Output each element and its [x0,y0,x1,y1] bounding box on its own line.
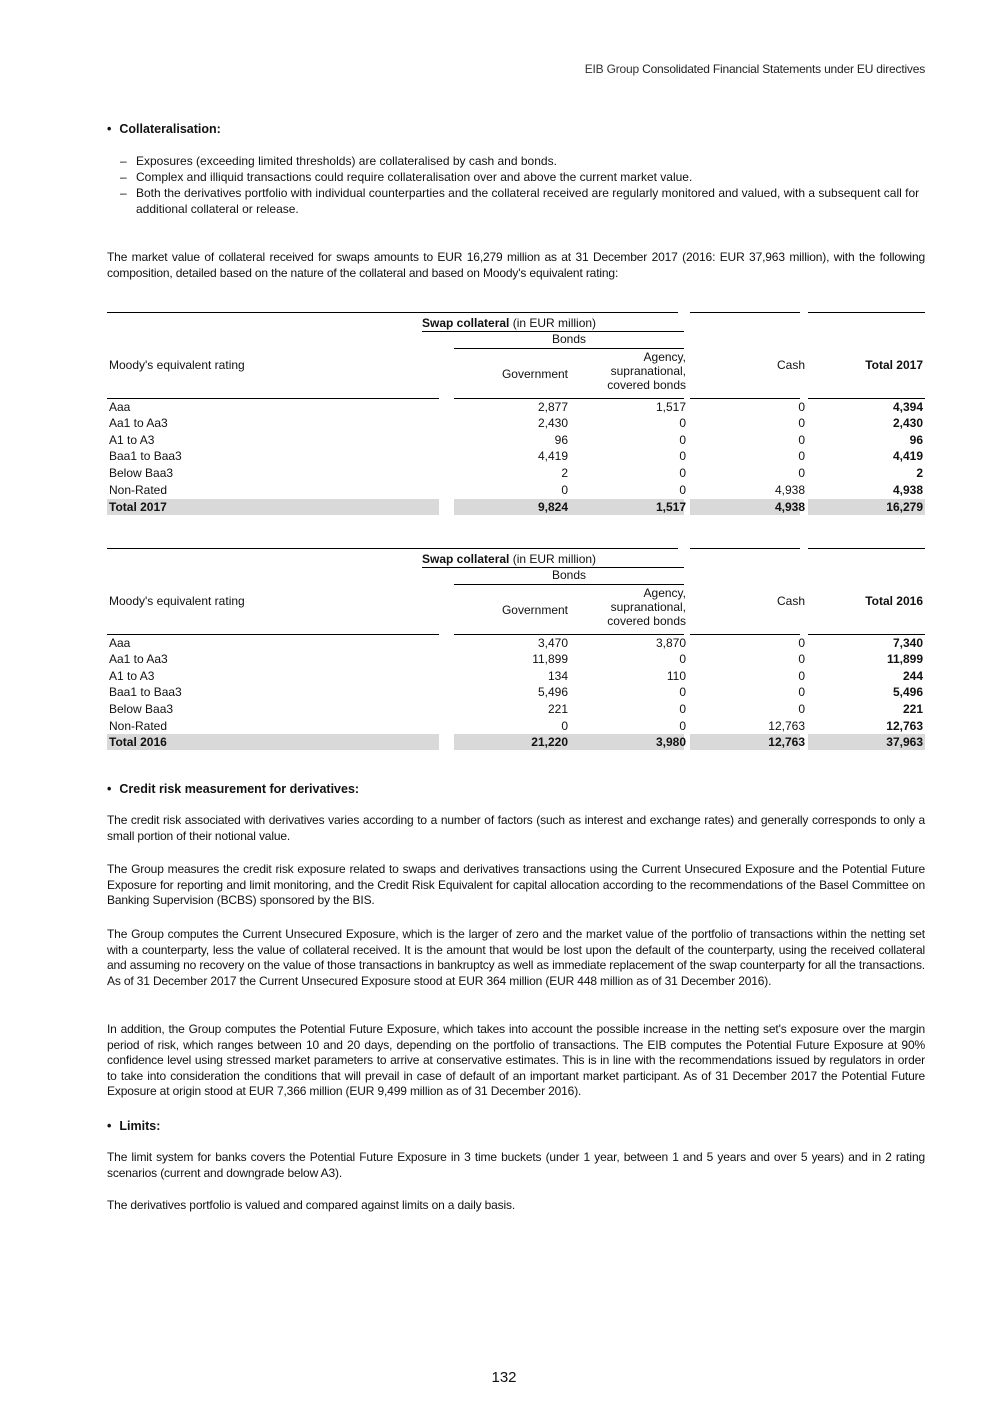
total-cell: 5,496 [892,685,923,699]
government-cell: 2 [561,466,568,480]
agency-cell: 1,517 [655,500,686,514]
total-cell: 4,938 [892,483,923,497]
rating-header: Moody's equivalent rating [109,594,245,608]
government-header: Government [501,367,568,381]
table-total-row [107,734,925,750]
list-item: – Exposures (exceeding limited thresholds) are collateralised by cash and bonds. [120,153,925,169]
table-row [107,651,925,667]
cash-header: Cash [776,358,805,372]
agency-cell: 0 [679,483,686,497]
government-cell: 0 [561,483,568,497]
list-item: – Both the derivatives portfolio with individual counterparties and the collateral received are regularly monitored and valued, with a subsequent call for additional collateral or release. [120,185,925,217]
collateral-dash-list [120,153,925,217]
credit-paragraph-1: The credit risk associated with derivatives varies according to a number of factors (such as interest and exchange rates) and generally corresponds to only a small portion of their notional value. [107,813,925,843]
table-row [107,684,925,700]
limits-paragraph-1: The limit system for banks covers the Potential Future Exposure in 3 time buckets (under 1 year, between 1 and 5 years and over 5 years) and in 2 rating scenarios (current and downgrade below A3). [107,1150,925,1180]
collateralisation-heading: • Collateralisation: [107,122,221,136]
agency-cell: 0 [679,433,686,447]
rating-cell: A1 to A3 [109,433,155,447]
total-cell: 37,963 [886,735,923,749]
cash-cell: 0 [798,416,805,430]
total-header: Total 2016 [865,594,923,608]
government-cell: 3,470 [537,636,568,650]
running-header [585,62,925,76]
table-row [107,399,925,415]
government-cell: 2,430 [537,416,568,430]
rating-cell: Aaa [109,400,131,414]
agency-cell: 3,870 [655,636,686,650]
header-title: Consolidated Financial Statements under EU directives [642,62,925,76]
caption-bold: Swap collateral [422,552,510,566]
table-caption [422,316,682,330]
cash-cell: 0 [798,669,805,683]
table-row [107,701,925,717]
credit-paragraph-4: In addition, the Group computes the Potential Future Exposure, which takes into account the possible increase in the netting set's exposure over the margin period of risk, which ranges between 10 and 20 days, depending on the portfolio of transactions. The EIB computes the Potential Future Exposure at 90% confidence level using stressed market parameters to arrive at conservative estimates. This is in line with the recommendations issued by regulators in order to take into consideration the conditions that will prevail in case of default of an important market participant. As of 31 December 2017 the Potential Future Exposure at origin stood at EUR 7,366 million (EUR 9,499 million as of 31 December 2016). [107,1022,925,1099]
total-cell: 4,419 [892,449,923,463]
agency-cell: 3,980 [655,735,686,749]
limits-heading: • Limits: [107,1119,160,1133]
government-cell: 134 [547,669,568,683]
government-cell: 11,899 [532,652,568,666]
caption-bold: Swap collateral [422,316,510,330]
page-number: 132 [491,1369,517,1386]
rating-cell: Aa1 to Aa3 [109,652,168,666]
rating-cell: Below Baa3 [109,702,174,716]
total-cell: 7,340 [892,636,923,650]
agency-cell: 110 [666,669,686,683]
agency-cell: 1,517 [655,400,686,414]
table-row [107,635,925,651]
total-cell: 16,279 [886,500,923,514]
table-row [107,718,925,734]
limits-paragraph-2: The derivatives portfolio is valued and compared against limits on a daily basis. [107,1198,516,1212]
table-caption [422,552,682,566]
caption-rest: (in EUR million) [509,552,597,566]
government-cell: 2,877 [537,400,568,414]
table-row [107,415,925,431]
rating-cell: Aaa [109,636,131,650]
total-cell: 2,430 [892,416,923,430]
rating-cell: Non-Rated [109,719,168,733]
cash-cell: 12,763 [768,719,805,733]
credit-paragraph-3: The Group computes the Current Unsecured Exposure, which is the larger of zero and the market value of the portfolio of transactions within the netting set with a counterparty, less the value of collateral received. It is the amount that would be lost upon the default of the counterparty, using the received collateral and assuming no recovery on the value of those transactions in bankruptcy as well as immediate replacement of the swap counterparty for all the transactions. As of 31 December 2017 the Current Unsecured Exposure stood at EUR 364 million (EUR 448 million as of 31 December 2016). [107,927,925,988]
bonds-header: Bonds [551,332,587,346]
rating-header: Moody's equivalent rating [109,358,245,372]
total-cell: 11,899 [886,652,923,666]
rating-cell: Aa1 to Aa3 [109,416,168,430]
agency-cell: 0 [679,466,686,480]
table-row [107,482,925,498]
total-cell: 2 [916,466,923,480]
collateral-intro-paragraph: The market value of collateral received for swaps amounts to EUR 16,279 million as at 31 December 2017 (2016: EUR 37,963 million), with the following composition, detailed based on the nature of the collateral and based on Moody's equivalent rating: [107,250,925,280]
table-total-row [107,499,925,515]
government-header: Government [501,603,568,617]
agency-cell: 0 [679,685,686,699]
rating-cell: Below Baa3 [109,466,174,480]
cash-cell: 0 [798,433,805,447]
agency-cell: 0 [679,416,686,430]
total-cell: 4,394 [892,400,923,414]
cash-cell: 0 [798,685,805,699]
rating-cell: Non-Rated [109,483,168,497]
table-row [107,668,925,684]
table-row [107,432,925,448]
government-cell: 5,496 [537,685,568,699]
cash-cell: 0 [798,400,805,414]
cash-cell: 0 [798,449,805,463]
cash-cell: 0 [798,652,805,666]
list-item: – Complex and illiquid transactions could require collateralisation over and above the current market value. [120,169,925,185]
table-row [107,448,925,464]
cash-cell: 0 [798,702,805,716]
caption-rest: (in EUR million) [509,316,597,330]
table-row [107,465,925,481]
total-cell: 221 [902,702,923,716]
government-cell: 21,220 [531,735,568,749]
rating-cell: A1 to A3 [109,669,155,683]
agency-cell: 0 [679,652,686,666]
credit-paragraph-2: The Group measures the credit risk exposure related to swaps and derivatives transactions using the Current Unsecured Exposure and the Potential Future Exposure for reporting and limit monitoring, and the Credit Risk Equivalent for capital allocation according to the recommendations of the Basel Committee on Banking Supervision (BCBS) sponsored by the BIS. [107,862,925,908]
government-cell: 96 [554,433,568,447]
bonds-header: Bonds [551,568,587,582]
cash-header: Cash [776,594,805,608]
total-cell: 244 [902,669,923,683]
header-prefix: EIB Group [584,62,639,76]
agency-header: Agency, supranational, covered bonds [607,586,686,628]
government-cell: 221 [547,702,568,716]
rating-cell: Baa1 to Baa3 [109,449,182,463]
cash-cell: 12,763 [768,735,805,749]
agency-header: Agency, supranational, covered bonds [607,350,686,392]
rating-cell: Total 2016 [109,735,167,749]
agency-cell: 0 [679,719,686,733]
credit-risk-heading: • Credit risk measurement for derivatives: [107,782,359,796]
government-cell: 0 [561,719,568,733]
rating-cell: Baa1 to Baa3 [109,685,182,699]
cash-cell: 4,938 [774,500,805,514]
government-cell: 4,419 [537,449,568,463]
total-cell: 96 [909,433,923,447]
rating-cell: Total 2017 [109,500,167,514]
cash-cell: 4,938 [774,483,805,497]
cash-cell: 0 [798,466,805,480]
cash-cell: 0 [798,636,805,650]
agency-cell: 0 [679,449,686,463]
agency-cell: 0 [679,702,686,716]
total-cell: 12,763 [886,719,923,733]
government-cell: 9,824 [537,500,568,514]
total-header: Total 2017 [865,358,923,372]
